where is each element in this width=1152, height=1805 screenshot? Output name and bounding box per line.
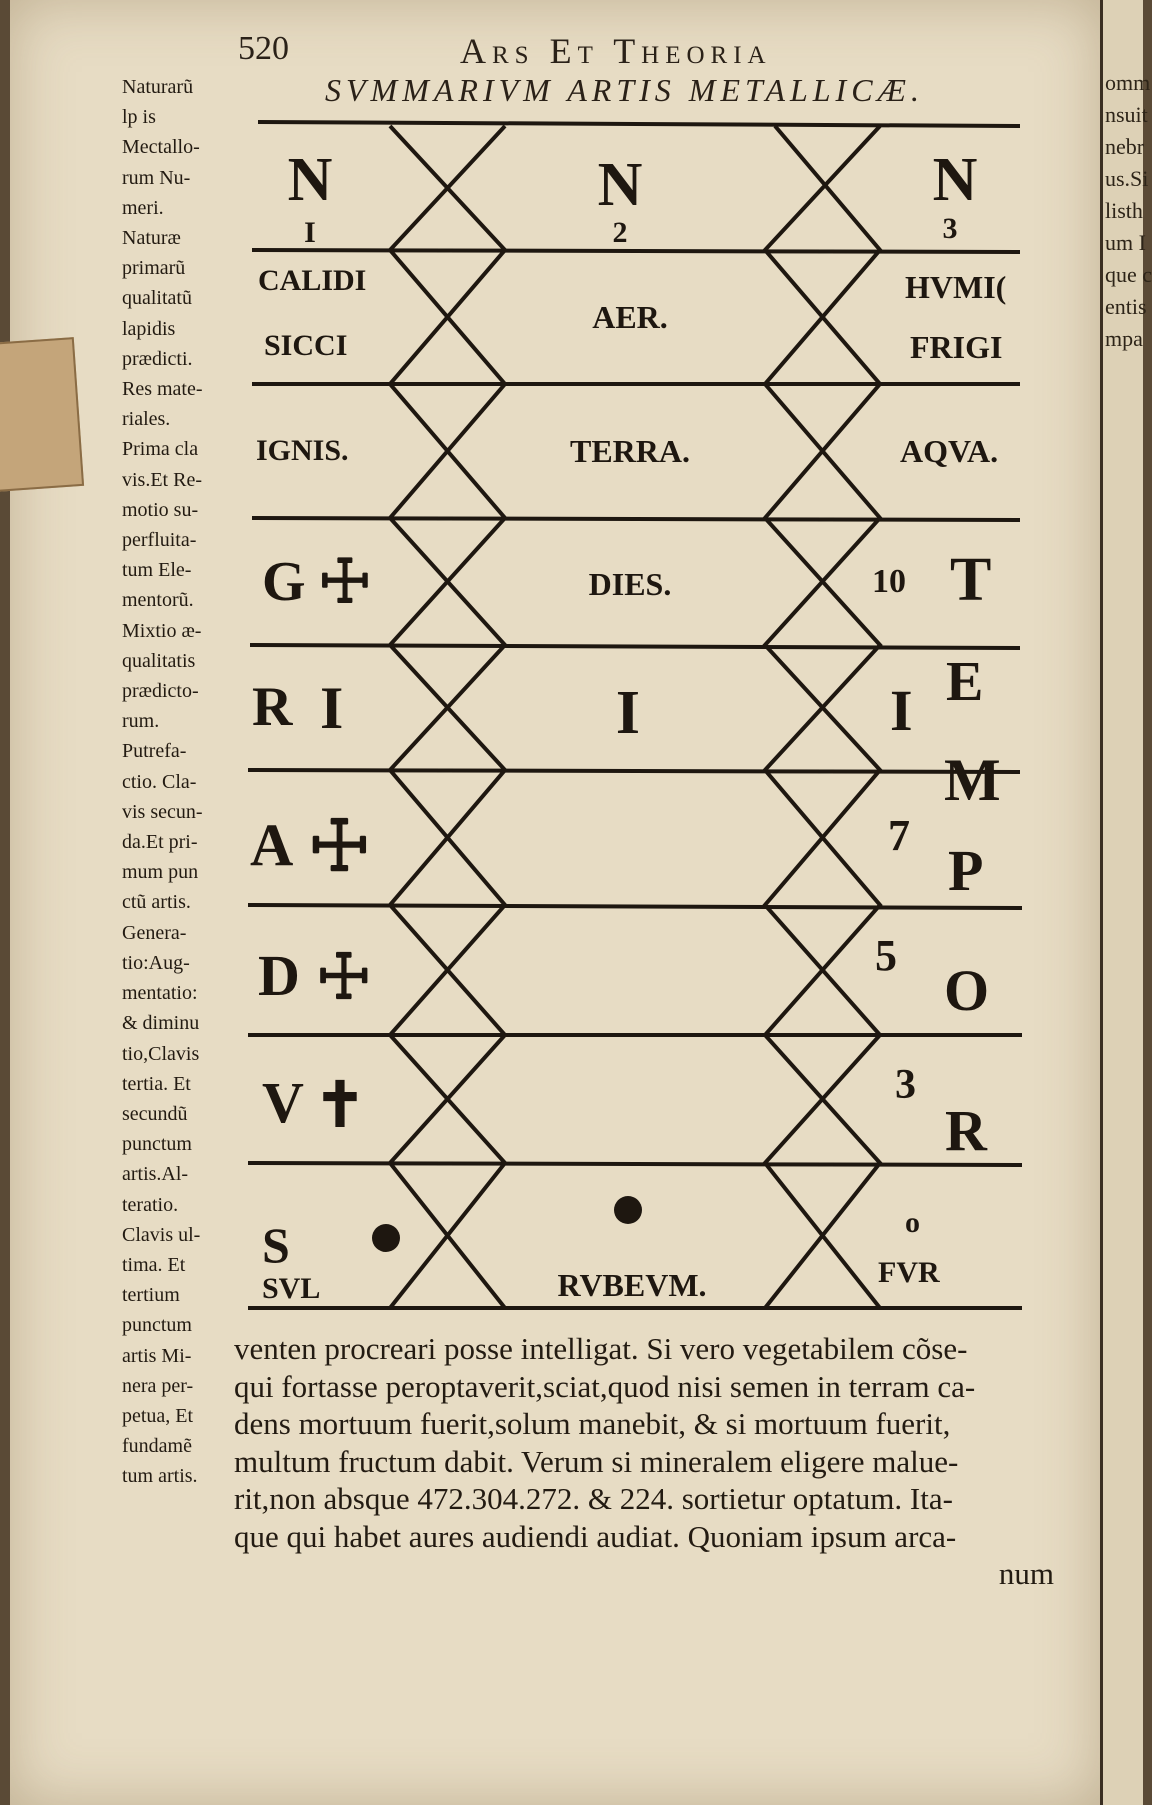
row5-left-letter: R: [252, 676, 293, 738]
row1-right-letter: N: [932, 146, 978, 214]
page-number: 520: [238, 30, 289, 67]
rule: [250, 645, 1020, 648]
margin-note-line: punctum: [122, 1314, 192, 1337]
margin-note-line: Naturarũ: [122, 76, 194, 98]
row1-left-num: I: [304, 216, 316, 249]
row9-right-bottom: FVR: [878, 1256, 940, 1289]
row1-left-letter: N: [287, 146, 333, 214]
row1-mid-num: 2: [612, 216, 628, 249]
zigzag-left-a: [390, 126, 505, 1308]
sun-dot-icon: [372, 1224, 400, 1252]
row1-mid-letter: N: [597, 151, 643, 219]
row9-left-top: S: [262, 1217, 290, 1273]
cross-icon: ✝: [314, 1072, 366, 1140]
fragment: omm: [1105, 70, 1151, 95]
margin-note-line: perfluita-: [122, 529, 197, 552]
fragment: nsuit: [1105, 102, 1148, 127]
margin-note-line: petua, Et: [122, 1404, 194, 1427]
margin-note-line: teratio.: [122, 1193, 179, 1216]
margin-note-line: ctũ artis.: [122, 891, 191, 914]
row2-middle: AER.: [592, 299, 668, 335]
zigzag-right-b: [765, 126, 880, 1308]
margin-note-line: Prima cla: [122, 438, 199, 461]
margin-note-line: riales.: [122, 408, 171, 431]
row7-left-letter: D: [258, 943, 300, 1008]
row2-right-top: HVMI(: [905, 269, 1007, 305]
rule: [258, 122, 1020, 126]
margin-note-line: Genera-: [122, 921, 187, 944]
margin-note-line: rum Nu-: [122, 166, 191, 189]
margin-note-line: rum.: [122, 710, 160, 733]
row6-right-letter: M: [944, 747, 1001, 813]
body-text-line: dens mortuum fuerit,solum manebit, & si mortuum fuerit,: [234, 1406, 951, 1441]
margin-note-line: Res mate-: [122, 378, 203, 401]
margin-note-line: artis.Al-: [122, 1163, 189, 1186]
margin-note-line: prædicto-: [122, 680, 199, 703]
row5-middle: I: [615, 679, 641, 747]
row4-left-letter: G: [262, 551, 306, 613]
margin-note-line: secundũ: [122, 1102, 188, 1125]
row8-right-num: 3: [895, 1062, 916, 1108]
fragment: que c: [1105, 262, 1152, 287]
cross-icon: ☩: [318, 549, 372, 615]
body-text: [234, 1330, 1054, 1593]
fragment: entis: [1105, 294, 1147, 319]
row7-right-num: 5: [875, 931, 897, 980]
body-text-line: qui fortasse peroptaverit,sciat,quod nisi semen in terram ca-: [234, 1368, 976, 1404]
margin-note-line: tertia. Et: [122, 1072, 191, 1095]
margin-note-line: tum Ele-: [122, 559, 192, 582]
margin-note-line: qualitatis: [122, 649, 196, 672]
margin-note-line: tertium: [122, 1284, 180, 1307]
row8-right-letter: O: [944, 958, 990, 1023]
row4-right-letter: T: [950, 546, 992, 614]
margin-note-line: tum artis.: [122, 1465, 198, 1488]
margin-note-line: lp is: [122, 106, 156, 129]
dot-icon: [614, 1196, 642, 1224]
margin-note-line: da.Et pri-: [122, 831, 198, 854]
row4-right-num: 10: [872, 563, 906, 600]
body-text-line: que qui habet aures audiendi audiat. Quoniam ipsum arca-: [234, 1518, 957, 1554]
body-text-line: venten procreari posse intelligat. Si vero vegetabilem cõse-: [234, 1331, 968, 1366]
row9-middle: RVBEVM.: [557, 1267, 707, 1303]
fragment: us.Si: [1105, 166, 1149, 191]
rule: [248, 770, 1020, 772]
margin-note-line: mum pun: [122, 861, 199, 884]
row8-left-letter: V: [262, 1070, 304, 1135]
margin-note-line: primarũ: [122, 257, 186, 280]
row3-right: AQVA.: [900, 433, 999, 469]
fragment: listh: [1105, 198, 1143, 223]
margin-note-line: motio su-: [122, 498, 199, 521]
rule: [252, 250, 1020, 252]
margin-note-line: Mectallo-: [122, 136, 200, 159]
margin-note-line: Mixtio æ-: [122, 619, 202, 642]
fragment: nebr: [1105, 134, 1145, 159]
margin-note-line: Putrefa-: [122, 740, 187, 763]
row3-left: IGNIS.: [256, 434, 349, 467]
fragment: mpa: [1105, 326, 1143, 351]
body-text-line: num: [998, 1556, 1054, 1591]
rule: [248, 905, 1022, 908]
row1-right-num: 3: [942, 212, 958, 245]
margin-note-line: & diminu: [122, 1012, 200, 1035]
margin-note-line: fundamẽ: [122, 1435, 192, 1458]
margin-note-line: mentorũ.: [122, 589, 194, 612]
margin-note-line: nera per-: [122, 1374, 194, 1397]
body-text-line: rit,non absque 472.304.272. & 224. sortietur optatum. Ita-: [234, 1481, 953, 1516]
margin-note-line: vis secun-: [122, 800, 203, 823]
row9-right-top: o: [905, 1206, 920, 1239]
zigzag-left-b: [390, 126, 505, 1308]
margin-note-line: Clavis ul-: [122, 1223, 201, 1246]
row2-left-bottom: SICCI: [264, 329, 348, 362]
row5-right-letter: E: [946, 651, 984, 713]
margin-note-line: tio,Clavis: [122, 1042, 200, 1065]
margin-note-line: vis.Et Re-: [122, 468, 202, 491]
row5-left-mark: I: [320, 675, 344, 741]
running-title: Ars Et Theoria: [460, 31, 772, 71]
margin-note-line: meri.: [122, 196, 164, 219]
margin-note-line: Naturæ: [122, 227, 181, 250]
row2-left-top: CALIDI: [258, 264, 367, 297]
rule: [252, 518, 1020, 520]
margin-note-line: artis Mi-: [122, 1344, 192, 1367]
fragment: um I: [1105, 230, 1146, 255]
row4-middle: DIES.: [588, 566, 672, 602]
zigzag-right-a: [765, 126, 880, 1308]
body-text-line: multum fructum dabit. Verum si mineralem eligere malue-: [234, 1443, 959, 1479]
page-subtitle: SVMMARIVM ARTIS METALLICÆ.: [325, 72, 924, 108]
margin-note-line: tio:Aug-: [122, 951, 190, 974]
margin-note-line: tima. Et: [122, 1253, 186, 1276]
row6-left-letter: A: [250, 812, 294, 878]
margin-note-line: lapidis: [122, 317, 176, 340]
rule: [248, 1163, 1022, 1165]
row2-right-bottom: FRIGI: [910, 329, 1003, 365]
row6-right-num: 7: [888, 811, 910, 860]
cross-icon: ☩: [316, 944, 372, 1012]
margin-note-line: ctio. Cla-: [122, 770, 197, 793]
margin-note-line: mentatio:: [122, 982, 198, 1005]
row7-right-letter: P: [948, 838, 984, 903]
row9-right-letter: R: [945, 1098, 987, 1163]
margin-note-line: punctum: [122, 1133, 192, 1156]
cross-icon: ☩: [308, 809, 371, 886]
margin-note-line: prædicti.: [122, 347, 193, 370]
margin-note-line: qualitatũ: [122, 287, 192, 310]
row9-left-bottom: SVL: [262, 1272, 321, 1305]
row5-right-mark: I: [890, 678, 913, 743]
row3-middle: TERRA.: [569, 433, 691, 469]
